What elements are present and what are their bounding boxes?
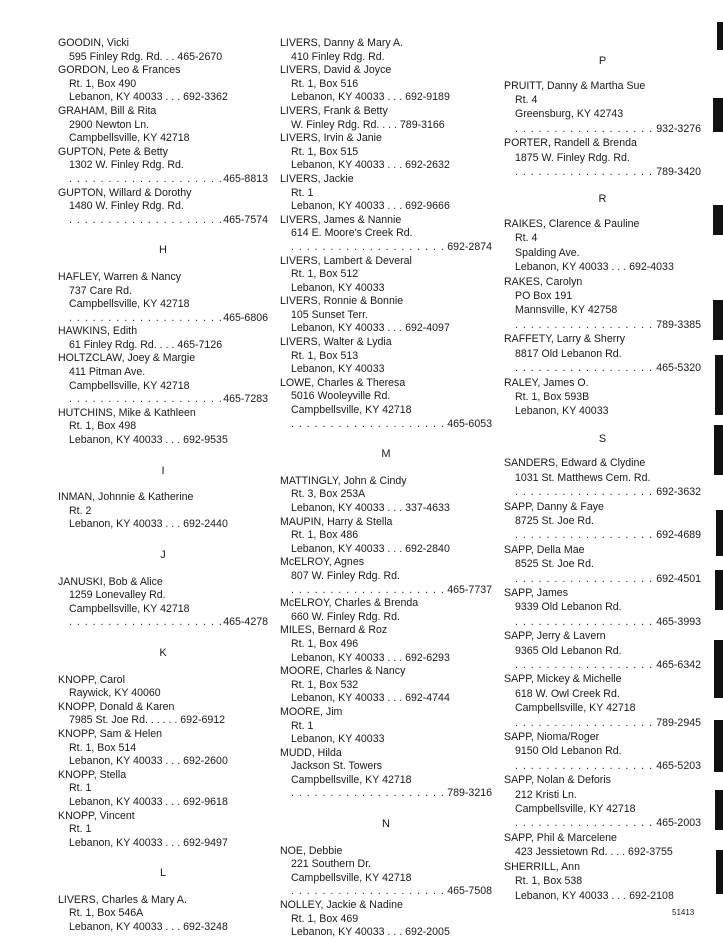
entry-address-line: 410 Finley Rdg. Rd. [291,50,385,63]
entry-name: LIVERS, James & Nannie [280,213,402,226]
directory-entry [58,64,268,105]
entry-name: SHERRILL, Ann [504,860,580,873]
directory-entry [58,810,268,851]
entry-address-line: 61 Finley Rdg. Rd. . . . 465-7126 [69,338,223,351]
binding-edge-mark [714,425,723,475]
directory-entry [280,214,492,255]
entry-name: RAIKES, Clarence & Pauline [504,218,640,231]
directory-entry [280,706,492,747]
entry-address-line: Lebanon, KY 40033 . . . 692-4033 [515,261,674,274]
dot-leader [515,485,654,499]
entry-address-line: Rt. 3, Box 253A [291,488,366,501]
directory-entry [504,217,701,275]
binding-edge-mark [715,570,723,610]
entry-name: GOODIN, Vicki [58,37,130,49]
entry-address-line: Lebanon, KY 40033 . . . 692-2440 [69,518,228,531]
entry-name: LIVERS, Ronnie & Bonnie [280,295,404,308]
directory-entry [280,132,492,173]
entry-name: MILES, Bernard & Roz [280,624,388,637]
entry-name: MAUPIN, Harry & Stella [280,515,393,528]
entry-address-line: 221 Southern Dr. [291,858,372,871]
entry-address-line: Campbellsville, KY 42718 [515,803,636,816]
binding-edge-mark [714,720,723,772]
entry-phone: 692-4501 [656,572,701,585]
directory-entry [504,586,701,629]
entry-name: RALEY, James O. [504,376,589,389]
entry-address-line: Rt. 1, Box 512 [291,268,359,281]
entry-phone-line [504,716,701,730]
entry-address-line: Rt. 1, Box 486 [291,529,359,542]
entry-address-line: Rt. 4 [515,94,538,106]
entry-address-line: Rt. 1 [69,782,92,795]
dot-leader [515,122,654,136]
entry-address-line: 614 E. Moore's Creek Rd. [291,227,413,240]
section-letter-header: H [159,244,167,257]
entry-address-line: 212 Kristi Ln. [515,788,577,801]
entry-address-line: Campbellsville, KY 42718 [291,773,412,786]
entry-address-line: Campbellsville, KY 42718 [69,298,190,311]
entry-name: LIVERS, David & Joyce [280,64,392,77]
entry-address-line: Lebanon, KY 40033 . . . 692-6293 [291,651,450,664]
binding-edge-mark [713,205,723,235]
entry-phone: 789-3420 [656,166,701,179]
entry-address-line: Rt. 1 [291,186,314,199]
directory-entry [58,146,268,187]
entry-address-line: 105 Sunset Terr. [291,308,368,321]
entry-address-line: W. Finley Rdg. Rd. . . . 789-3166 [291,118,445,131]
entry-name: SAPP, Phil & Marcelene [504,831,617,844]
directory-entry [280,336,492,377]
entry-address-line: PO Box 191 [515,290,573,303]
entry-phone-line [504,318,701,332]
entry-address-line: Rt. 1, Box 496 [291,637,359,650]
entry-address-line: 8817 Old Lebanon Rd. [515,347,622,360]
entry-address-line: Rt. 1, Box 538 [515,875,583,888]
dot-leader [291,787,445,801]
entry-name: MUDD, Hilda [280,746,342,759]
directory-entry [280,295,492,336]
entry-phone: 692-4689 [656,529,701,542]
entry-address-line: 1031 St. Matthews Cem. Rd. [515,471,651,484]
entry-phone: 789-3385 [656,318,701,331]
entry-address-line: Lebanon, KY 40033 . . . 692-3362 [69,91,228,104]
directory-entry [504,730,701,773]
entry-address-line: Rt. 1, Box 514 [69,741,137,754]
section-letter-header: J [160,549,166,561]
section-letter-header: S [598,432,607,445]
entry-name: LIVERS, Jackie [280,172,354,185]
entry-name: LOWE, Charles & Theresa [280,376,406,389]
directory-entry [58,105,268,146]
entry-address-line: Rt. 1, Box 469 [291,912,359,925]
directory-entry [280,64,492,105]
section-letter-header: I [161,464,165,477]
directory-entry [58,701,268,728]
directory-column-2 [280,37,492,940]
directory-entry [58,728,268,769]
directory-entry [280,37,492,64]
entry-name: GUPTON, Pete & Betty [58,145,168,158]
entry-address-line: Lebanon, KY 40033 . . . 692-2108 [515,889,674,902]
directory-entry [58,491,268,532]
entry-address-line: Greensburg, KY 42743 [515,108,624,121]
section-letter-header: P [598,55,607,67]
binding-edge-mark [716,850,723,894]
entry-phone: 465-7283 [223,393,268,406]
entry-phone: 465-3993 [656,615,701,628]
entry-phone: 465-6342 [656,659,701,671]
entry-phone-line [58,616,268,630]
dot-leader [515,615,654,629]
entry-address-line: Rt. 1, Box 516 [291,77,359,90]
entry-name: NOLLEY, Jackie & Nadine [280,899,403,912]
entry-address-line: Lebanon, KY 40033 [291,733,385,746]
directory-entry [58,576,268,630]
entry-address-line: Campbellsville, KY 42718 [291,871,412,884]
entry-address-line: Campbellsville, KY 42718 [69,379,190,392]
directory-entry [504,332,701,375]
entry-name: NOE, Debbie [280,844,343,857]
entry-address-line: 1480 W. Finley Rdg. Rd. [69,200,184,213]
directory-column-3 [504,41,701,903]
entry-name: SAPP, Della Mae [504,543,585,556]
directory-entry [58,407,268,448]
binding-edge-mark [713,98,723,132]
directory-entry [280,747,492,801]
dot-leader [515,716,654,730]
entry-name: SAPP, Jerry & Lavern [504,630,606,643]
entry-address-line: Raywick, KY 40060 [69,687,161,700]
entry-name: GORDON, Leo & Frances [58,64,181,77]
entry-phone-line [504,485,701,499]
directory-entry [280,475,492,516]
entry-phone: 692-2874 [447,240,492,253]
entry-address-line: Rt. 2 [69,504,92,517]
directory-entry [58,894,268,935]
binding-edge-mark [716,510,723,556]
entry-phone-line [504,572,701,586]
entry-address-line: Lebanon, KY 40033 [291,363,385,376]
directory-entry [280,899,492,940]
directory-entry [504,629,701,672]
dot-leader [515,759,654,773]
directory-entry [504,831,701,860]
entry-address-line: 618 W. Owl Creek Rd. [515,687,620,700]
entry-name: LIVERS, Lambert & Deveral [280,254,412,267]
directory-entry [280,624,492,665]
entry-phone: 465-4278 [223,616,268,629]
entry-name: McELROY, Charles & Brenda [280,597,419,610]
entry-address-line: Lebanon, KY 40033 . . . 692-2840 [291,542,450,555]
dot-leader [291,241,445,255]
entry-address-line: 411 Pitman Ave. [69,366,146,379]
entry-address-line: 8725 St. Joe Rd. [515,514,594,527]
entry-phone-line [504,615,701,629]
dot-leader [515,528,654,542]
entry-name: RAKES, Carolyn [504,275,583,288]
directory-entry [280,173,492,214]
entry-phone: 789-3216 [447,787,492,800]
directory-entry [280,516,492,557]
entry-phone-line [504,816,701,830]
dot-leader [291,418,445,432]
directory-entry [504,500,701,543]
entry-name: HAFLEY, Warren & Nancy [58,270,182,283]
entry-address-line: 1875 W. Finley Rdg. Rd. [515,151,630,164]
directory-entry [504,79,701,137]
entry-address-line: Lebanon, KY 40033 . . . 692-9535 [69,434,228,447]
entry-address-line: 660 W. Finley Rdg. Rd. [291,610,400,623]
dot-leader [515,318,654,332]
dot-leader [291,885,445,899]
entry-address-line: Lebanon, KY 40033 . . . 692-9618 [69,795,228,808]
directory-entry [58,37,268,64]
entry-address-line: 7985 St. Joe Rd. . . . . . 692-6912 [69,714,226,727]
section-letter-header: K [159,646,167,659]
entry-name: MATTINGLY, John & Cindy [280,474,407,487]
entry-name: MOORE, Charles & Nancy [280,665,406,678]
dot-leader [515,816,654,830]
entry-name: JANUSKI, Bob & Alice [58,575,163,588]
entry-address-line: 595 Finley Rdg. Rd. . . 465-2670 [69,50,223,63]
directory-entry [504,376,701,419]
directory-column-1 [58,37,268,935]
entry-phone: 692-3632 [656,486,701,499]
entry-name: KNOPP, Sam & Helen [58,727,163,740]
directory-entry [504,136,701,179]
entry-address-line: Lebanon, KY 40033 [515,405,609,418]
entry-name: GRAHAM, Bill & Rita [58,104,157,117]
entry-name: LIVERS, Frank & Betty [280,104,388,117]
entry-name: HOLTZCLAW, Joey & Margie [58,352,196,365]
entry-address-line: Rt. 1, Box 515 [291,145,359,158]
directory-entry [58,674,268,701]
directory-entry [280,665,492,706]
entry-address-line: 9150 Old Lebanon Rd. [515,745,622,758]
entry-name: SAPP, Nolan & Deforis [504,774,611,787]
entry-phone-line [58,214,268,228]
directory-entry [504,860,701,903]
binding-edge-mark [717,22,723,50]
entry-phone: 465-6053 [447,417,492,430]
entry-address-line: Lebanon, KY 40033 . . . 337-4633 [291,502,450,514]
entry-phone: 465-7508 [447,885,492,898]
dot-leader [69,312,221,326]
entry-address-line: Spalding Ave. [515,246,580,259]
entry-address-line: Campbellsville, KY 42718 [515,702,636,715]
directory-entry [280,556,492,597]
entry-phone-line [504,528,701,542]
entry-address-line: Rt. 1, Box 490 [69,77,137,90]
entry-phone: 789-2945 [656,716,701,729]
directory-entry [58,271,268,325]
directory-entry [280,597,492,624]
entry-phone-line [504,658,701,672]
entry-address-line: Lebanon, KY 40033 . . . 692-2632 [291,159,450,172]
section-letter-header: L [159,867,167,880]
entry-name: SAPP, Danny & Faye [504,500,604,513]
entry-name: PORTER, Randell & Brenda [504,137,637,150]
entry-phone-line [58,312,268,326]
dot-leader [515,361,654,375]
entry-phone-line [58,173,268,187]
directory-entry [280,255,492,296]
entry-address-line: 9339 Old Lebanon Rd. [515,601,622,614]
directory-entry [504,456,701,499]
directory-entry [280,377,492,431]
entry-name: SANDERS, Edward & Clydine [504,457,646,470]
entry-phone-line [280,584,492,598]
entry-name: LIVERS, Walter & Lydia [280,336,392,349]
entry-phone-line [280,885,492,899]
entry-address-line: Lebanon, KY 40033 [291,281,385,294]
entry-phone: 465-7574 [223,213,268,226]
binding-edge-mark [714,640,723,698]
dot-leader [69,214,221,228]
entry-name: McELROY, Agnes [280,556,365,569]
entry-name: RAFFETY, Larry & Sherry [504,333,626,346]
entry-name: MOORE, Jim [280,705,343,718]
directory-entry [504,773,701,831]
entry-phone-line [504,759,701,773]
entry-address-line: Lebanon, KY 40033 . . . 692-2005 [291,926,450,939]
entry-phone: 465-5320 [656,362,701,375]
entry-address-line: 737 Care Rd. [69,284,133,297]
entry-name: SAPP, Mickey & Michelle [504,673,622,686]
entry-address-line: Lebanon, KY 40033 . . . 692-4097 [291,322,450,335]
entry-name: PRUITT, Danny & Martha Sue [504,79,646,92]
directory-entry [280,845,492,899]
entry-name: SAPP, James [504,586,568,599]
dot-leader [69,616,221,630]
binding-edge-mark [715,355,723,415]
binding-edge-mark [715,790,723,830]
entry-phone-line [280,241,492,255]
entry-phone: 465-8813 [223,172,268,185]
entry-phone: 465-2003 [656,817,701,830]
entry-address-line: Campbellsville, KY 42718 [69,132,190,145]
entry-address-line: Jackson St. Towers [291,760,383,773]
entry-name: KNOPP, Vincent [58,809,135,822]
entry-address-line: Lebanon, KY 40033 . . . 692-2600 [69,755,228,768]
dot-leader [515,658,654,672]
entry-name: LIVERS, Irvin & Janie [280,132,382,145]
entry-address-line: Mannsville, KY 42758 [515,304,618,317]
entry-address-line: Rt. 1, Box 498 [69,420,137,433]
binding-edge-mark [713,300,723,340]
entry-address-line: 1259 Lonevalley Rd. [69,589,166,602]
entry-address-line: Lebanon, KY 40033 . . . 692-9189 [291,91,450,104]
entry-address-line: Lebanon, KY 40033 . . . 692-9497 [69,836,228,849]
entry-name: INMAN, Johnnie & Katherine [58,491,194,504]
entry-address-line: Rt. 1, Box 593B [515,390,590,403]
entry-address-line: 807 W. Finley Rdg. Rd. [291,569,400,582]
entry-address-line: Rt. 4 [515,232,538,245]
entry-name: LIVERS, Danny & Mary A. [280,37,404,49]
entry-address-line: 5016 Wooleyville Rd. [291,390,391,403]
entry-name: KNOPP, Stella [58,768,127,781]
entry-phone-line [280,418,492,432]
section-letter-header: M [381,448,391,461]
directory-entry [58,352,268,406]
dot-leader [69,393,221,407]
entry-phone: 465-5203 [656,759,701,772]
entry-address-line: Lebanon, KY 40033 . . . 692-9666 [291,200,450,213]
section-letter-header: N [382,818,390,831]
entry-address-line: 2900 Newton Ln. [69,118,150,131]
entry-phone-line [280,787,492,801]
entry-address-line: Campbellsville, KY 42718 [291,404,412,417]
entry-address-line: Lebanon, KY 40033 . . . 692-4744 [291,692,450,705]
entry-address-line: Rt. 1 [69,823,92,836]
entry-address-line: 423 Jessietown Rd. . . . 692-3755 [515,846,673,859]
entry-address-line: Rt. 1 [291,719,314,732]
entry-address-line: Rt. 1, Box 546A [69,907,144,920]
entry-address-line: Rt. 1, Box 532 [291,678,359,691]
page-number: 51413 [672,908,695,917]
entry-phone: 465-6806 [223,311,268,324]
entry-name: HUTCHINS, Mike & Kathleen [58,406,196,419]
dot-leader [515,572,654,586]
directory-entry [504,275,701,333]
directory-entry [58,769,268,810]
entry-address-line: 8525 St. Joe Rd. [515,558,594,571]
entry-name: KNOPP, Carol [58,673,125,686]
entry-address-line: 9365 Old Lebanon Rd. [515,644,622,657]
dot-leader [291,584,445,598]
entry-phone-line [504,122,701,136]
directory-entry [504,543,701,586]
entry-phone: 932-3276 [656,122,701,135]
entry-address-line: 1302 W. Finley Rdg. Rd. [69,159,184,172]
entry-name: HAWKINS, Edith [58,325,138,338]
entry-name: SAPP, Nioma/Roger [504,731,600,744]
dot-leader [69,173,221,187]
entry-address-line: Rt. 1, Box 513 [291,349,359,362]
section-letter-header: R [598,193,607,206]
entry-name: GUPTON, Willard & Dorothy [58,186,192,199]
entry-phone-line [504,361,701,375]
dot-leader [515,165,654,179]
entry-phone-line [58,393,268,407]
directory-entry [58,325,268,352]
entry-address-line: Lebanon, KY 40033 . . . 692-3248 [69,921,228,934]
entry-phone: 465-7737 [447,583,492,596]
entry-phone-line [504,165,701,179]
directory-entry [58,187,268,228]
entry-name: LIVERS, Charles & Mary A. [58,893,187,906]
directory-entry [280,105,492,132]
entry-name: KNOPP, Donald & Karen [58,700,175,713]
entry-address-line: Campbellsville, KY 42718 [69,602,190,615]
directory-entry [504,672,701,730]
